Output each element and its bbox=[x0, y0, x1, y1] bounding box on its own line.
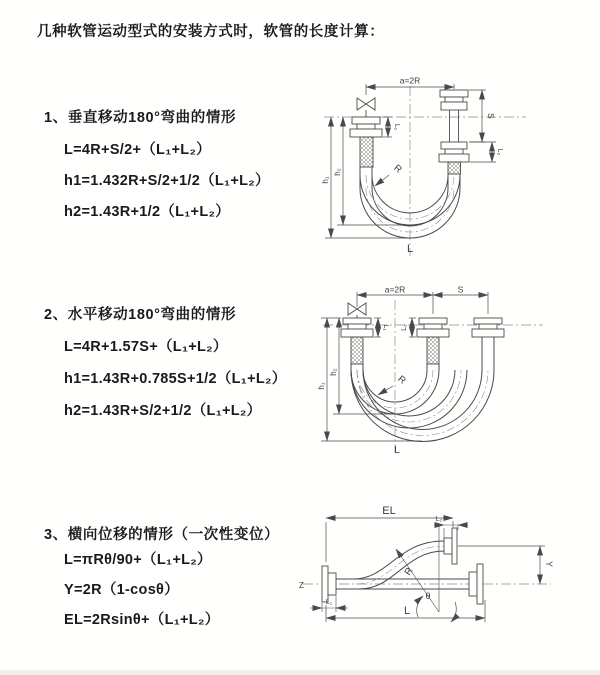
section-3-formula-L: L=πRθ/90+（L₁+L₂） bbox=[64, 552, 212, 568]
dimension-l1 bbox=[374, 318, 381, 337]
dim-label-r: R bbox=[395, 373, 408, 387]
hose-u-bends bbox=[351, 337, 494, 442]
right-flange-fitting bbox=[472, 318, 504, 337]
section-2-heading: 2、水平移动180°弯曲的情形 bbox=[44, 307, 237, 323]
dim-label-theta: θ bbox=[425, 591, 431, 601]
dimension-s bbox=[433, 292, 488, 314]
dim-label-l1: L₁ bbox=[325, 599, 333, 606]
section-1-formula-h2: h2=1.43R+1/2（L₁+L₂） bbox=[64, 204, 231, 220]
centerline-symbol: Z bbox=[299, 581, 304, 590]
dim-label-s: S bbox=[486, 113, 496, 119]
middle-flange-fitting bbox=[417, 318, 449, 337]
dim-label-el: EL bbox=[382, 505, 396, 517]
vertical-bend-diagram bbox=[300, 70, 600, 265]
section-1-heading: 1、垂直移动180°弯曲的情形 bbox=[44, 110, 237, 126]
dim-label-h1: h₁ bbox=[317, 382, 326, 390]
dimension-s bbox=[469, 90, 486, 142]
dim-label-r: R bbox=[402, 565, 416, 578]
section-3-heading: 3、横向位移的情形（一次性变位） bbox=[44, 527, 280, 543]
dimension-el bbox=[326, 518, 453, 562]
left-braided-hose bbox=[360, 137, 373, 167]
horizontal-bend-diagram bbox=[305, 282, 600, 460]
right-braided-hose bbox=[448, 162, 461, 174]
dim-label-length: L bbox=[394, 445, 400, 456]
centerlines bbox=[324, 86, 526, 256]
dim-label-l2: L₂ bbox=[401, 324, 408, 331]
section-2-formula-h2: h2=1.43R+S/2+1/2（L₁+L₂） bbox=[64, 403, 262, 419]
section-2-formula-L: L=4R+1.57S+（L₁+L₂） bbox=[64, 339, 228, 355]
radius-callout bbox=[378, 374, 408, 395]
dim-label-length: L bbox=[406, 243, 414, 255]
dim-label-h2: h₂ bbox=[333, 168, 342, 176]
right-pipe bbox=[450, 110, 459, 142]
section-2-formula-h1: h1=1.43R+0.785S+1/2（L₁+L₂） bbox=[64, 371, 287, 387]
section-3-formula-Y: Y=2R（1-cosθ） bbox=[64, 582, 179, 598]
dim-label-a2r: a=2R bbox=[384, 284, 406, 295]
dim-label-l2: L₂ bbox=[496, 148, 503, 156]
dim-label-h2: h₂ bbox=[329, 368, 338, 376]
dimension-l2 bbox=[470, 142, 496, 162]
radius-callout bbox=[375, 163, 404, 186]
dim-label-length: L bbox=[403, 605, 411, 617]
dim-label-s: S bbox=[457, 284, 464, 295]
right-flange-fitting-upper bbox=[440, 90, 468, 110]
section-3-formula-EL: EL=2Rsinθ+（L₁+L₂） bbox=[64, 612, 220, 628]
valve-icon bbox=[357, 98, 375, 117]
upper-flange-fitting bbox=[444, 528, 457, 564]
page-bottom-edge bbox=[0, 670, 600, 675]
middle-braided-hose bbox=[427, 337, 439, 364]
lateral-displacement-diagram bbox=[295, 500, 600, 660]
displaced-hose-curve bbox=[353, 541, 444, 589]
dim-label-l1: L₁ bbox=[382, 324, 389, 331]
dim-label-r: R bbox=[391, 162, 404, 176]
left-braided-hose bbox=[351, 337, 363, 364]
lower-flange-fitting bbox=[469, 564, 483, 604]
left-flange-fitting bbox=[322, 566, 336, 602]
section-1-formula-h1: h1=1.432R+S/2+1/2（L₁+L₂） bbox=[64, 173, 270, 189]
left-flange-fitting bbox=[350, 117, 382, 137]
dimension-l2 bbox=[409, 318, 416, 337]
dim-label-l1: L₁ bbox=[393, 123, 400, 131]
dim-label-a2r: a=2R bbox=[399, 75, 421, 86]
dim-label-h1: h₁ bbox=[321, 176, 330, 184]
dimension-l1 bbox=[383, 117, 392, 137]
right-flange-fitting-lower bbox=[439, 142, 469, 162]
dim-label-l2: L₂ bbox=[435, 516, 443, 523]
dim-label-y: Y bbox=[544, 560, 554, 568]
page-title: 几种软管运动型式的安装方式时，软管的长度计算： bbox=[37, 24, 385, 40]
left-flange-fitting bbox=[341, 318, 373, 337]
section-1-formula-L: L=4R+S/2+（L₁+L₂） bbox=[64, 142, 211, 158]
